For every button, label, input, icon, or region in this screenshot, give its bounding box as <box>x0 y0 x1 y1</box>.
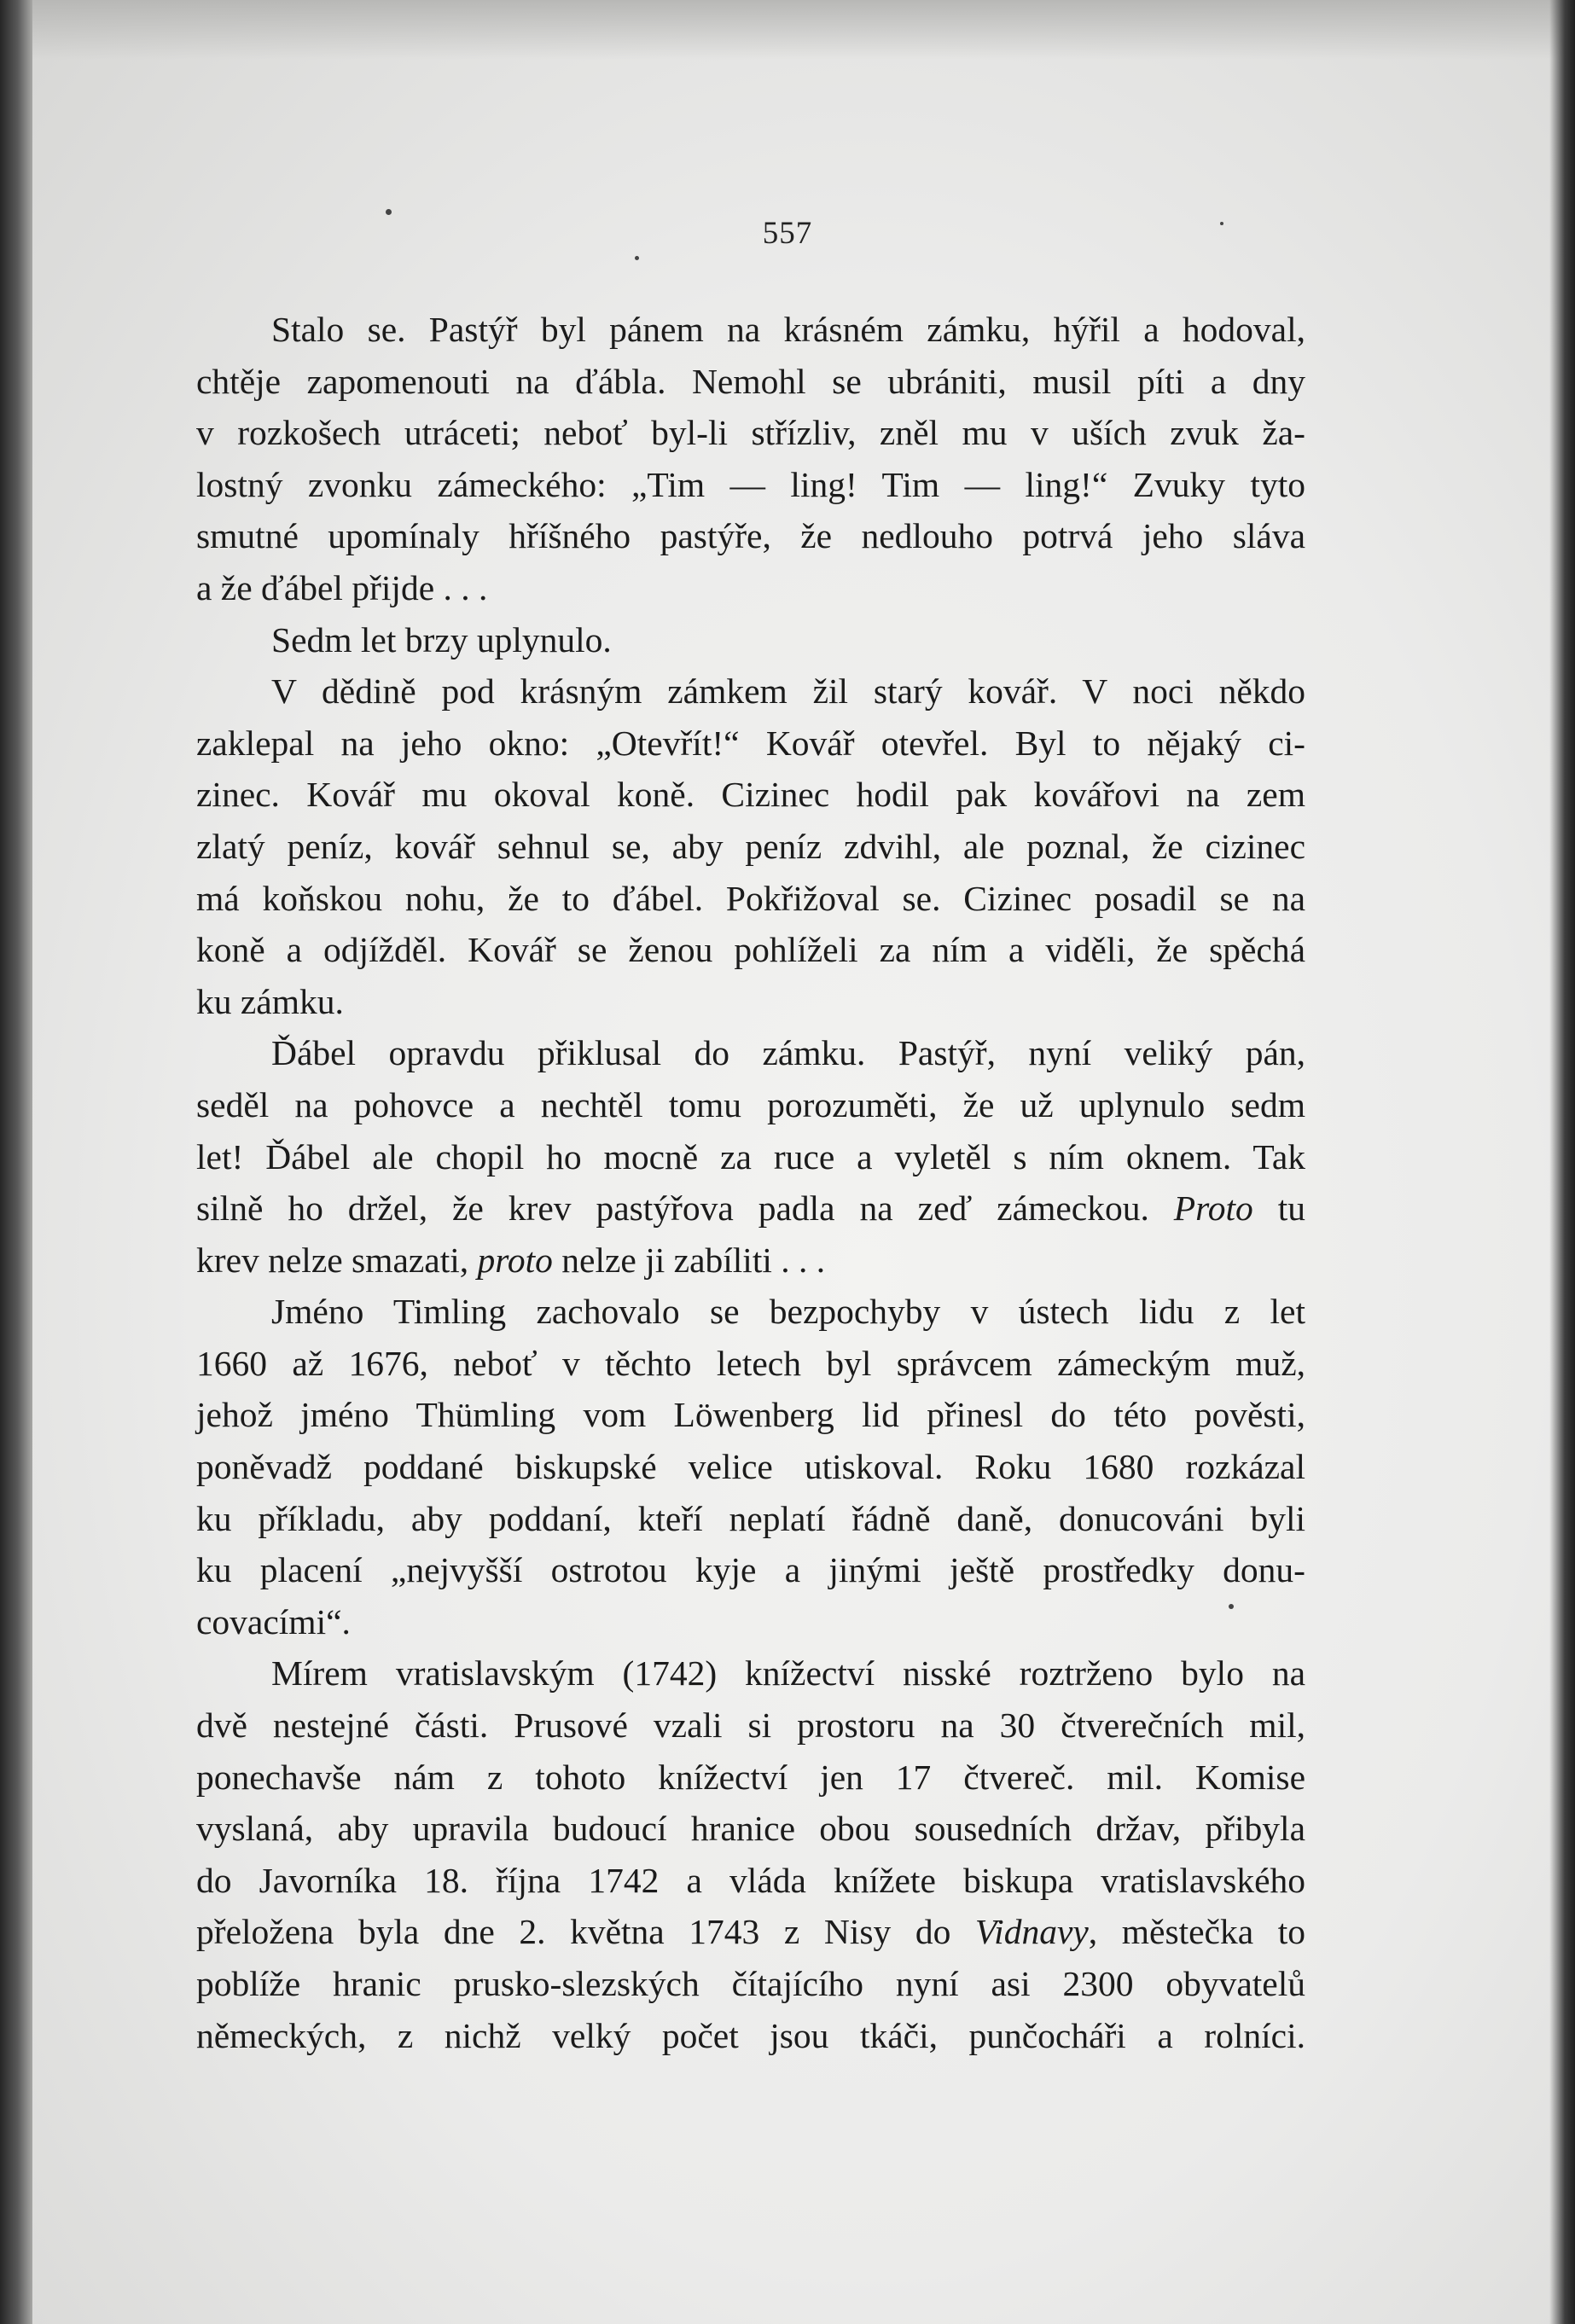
text-line: poblíže hranic prusko-slezských čítajícího nyní asi 2300 obyvatelů <box>196 1964 1305 2003</box>
text-line: má koňskou nohu, že to ďábel. Pokřižoval se. Cizinec posadil se na <box>196 878 1305 918</box>
text-line: Jméno Timling zachovalo se bezpochyby v ústech lidu z let <box>271 1292 1305 1332</box>
text-line: Stalo se. Pastýř byl pánem na krásném zámku, hýřil a hodoval, <box>271 310 1305 349</box>
text-line: ku placení „nejvyšší ostrotou kyje a jinými ještě prostředky donu- <box>196 1550 1305 1590</box>
text-line: Sedm let brzy uplynulo. <box>271 619 612 659</box>
page-top-shadow <box>0 0 1575 60</box>
text-line: smutné upomínaly hříšného pastýře, že nedlouho potrvá jeho sláva <box>196 516 1305 556</box>
body-text <box>196 304 1305 2061</box>
page-number: 557 <box>762 216 813 251</box>
text-line: lostný zvonku zámeckého: „Tim — ling! Tim — ling!“ Zvuky tyto <box>196 464 1305 504</box>
text-line: koně a odjížděl. Kovář se ženou pohlíželi za ním a viděli, že spěchá <box>196 930 1305 970</box>
text-line: seděl na pohovce a nechtěl tomu porozuměti, že už uplynulo sedm <box>196 1084 1305 1124</box>
text-line: poněvadž poddané biskupské velice utiskoval. Roku 1680 rozkázal <box>196 1447 1305 1487</box>
text-line: chtěje zapomenouti na ďábla. Nemohl se ubrániti, musil píti a dny <box>196 361 1305 401</box>
text-line: krev nelze smazati, proto nelze ji zabíliti . . . <box>196 1240 826 1280</box>
text-line: a že ďábel přijde . . . <box>196 567 488 607</box>
text-line: zinec. Kovář mu okoval koně. Cizinec hodil pak kovářovi na zem <box>196 775 1305 815</box>
ink-speck <box>635 256 639 260</box>
text-line: do Javorníka 18. října 1742 a vláda knížete biskupa vratislavského <box>196 1860 1305 1900</box>
text-line: dvě nestejné části. Prusové vzali si prostoru na 30 čtverečních mil, <box>196 1705 1305 1746</box>
text-line: vyslaná, aby upravila budoucí hranice obou sousedních držav, přibyla <box>196 1809 1305 1849</box>
text-line: zlatý peníz, kovář sehnul se, aby peníz zdvihl, ale poznal, že cizinec <box>196 826 1305 866</box>
text-line: v rozkošech utráceti; neboť byl-li střízliv, zněl mu v uších zvuk ža- <box>196 413 1305 453</box>
text-line: 1660 až 1676, neboť v těchto letech byl správcem zámeckým muž, <box>196 1343 1305 1383</box>
text-line: Ďábel opravdu přiklusal do zámku. Pastýř, nyní veliký pán, <box>271 1033 1305 1073</box>
text-line: V dědině pod krásným zámkem žil starý kovář. V noci někdo <box>271 671 1305 712</box>
text-line: covacími“. <box>196 1601 351 1641</box>
text-line: přeložena byla dne 2. května 1743 z Nisy do Vidnavy, městečka to <box>196 1912 1305 1952</box>
text-line: zaklepal na jeho okno: „Otevřít!“ Kovář otevřel. Byl to nějaký ci- <box>196 723 1305 763</box>
text-line: Mírem vratislavským (1742) knížectví nisské roztrženo bylo na <box>271 1653 1305 1694</box>
text-line: německých, z nichž velký počet jsou tkáči, punčocháři a rolníci. <box>196 2015 1305 2055</box>
text-line: ku zámku. <box>196 981 344 1021</box>
text-line: ponechavše nám z tohoto knížectví jen 17 čtvereč. mil. Komise <box>196 1757 1305 1797</box>
text-line: jehož jméno Thümling vom Löwenberg lid přinesl do této pověsti, <box>196 1395 1305 1435</box>
text-line: silně ho držel, že krev pastýřova padla na zeď zámeckou. Proto tu <box>196 1188 1305 1229</box>
page-right-edge <box>1549 0 1575 2324</box>
text-line: ku příkladu, aby poddaní, kteří neplatí řádně daně, donucováni byli <box>196 1498 1305 1538</box>
ink-speck <box>386 209 392 215</box>
text-line: let! Ďábel ale chopil ho mocně za ruce a vyletěl s ním oknem. Tak <box>196 1136 1305 1177</box>
page-left-edge <box>0 0 32 2324</box>
